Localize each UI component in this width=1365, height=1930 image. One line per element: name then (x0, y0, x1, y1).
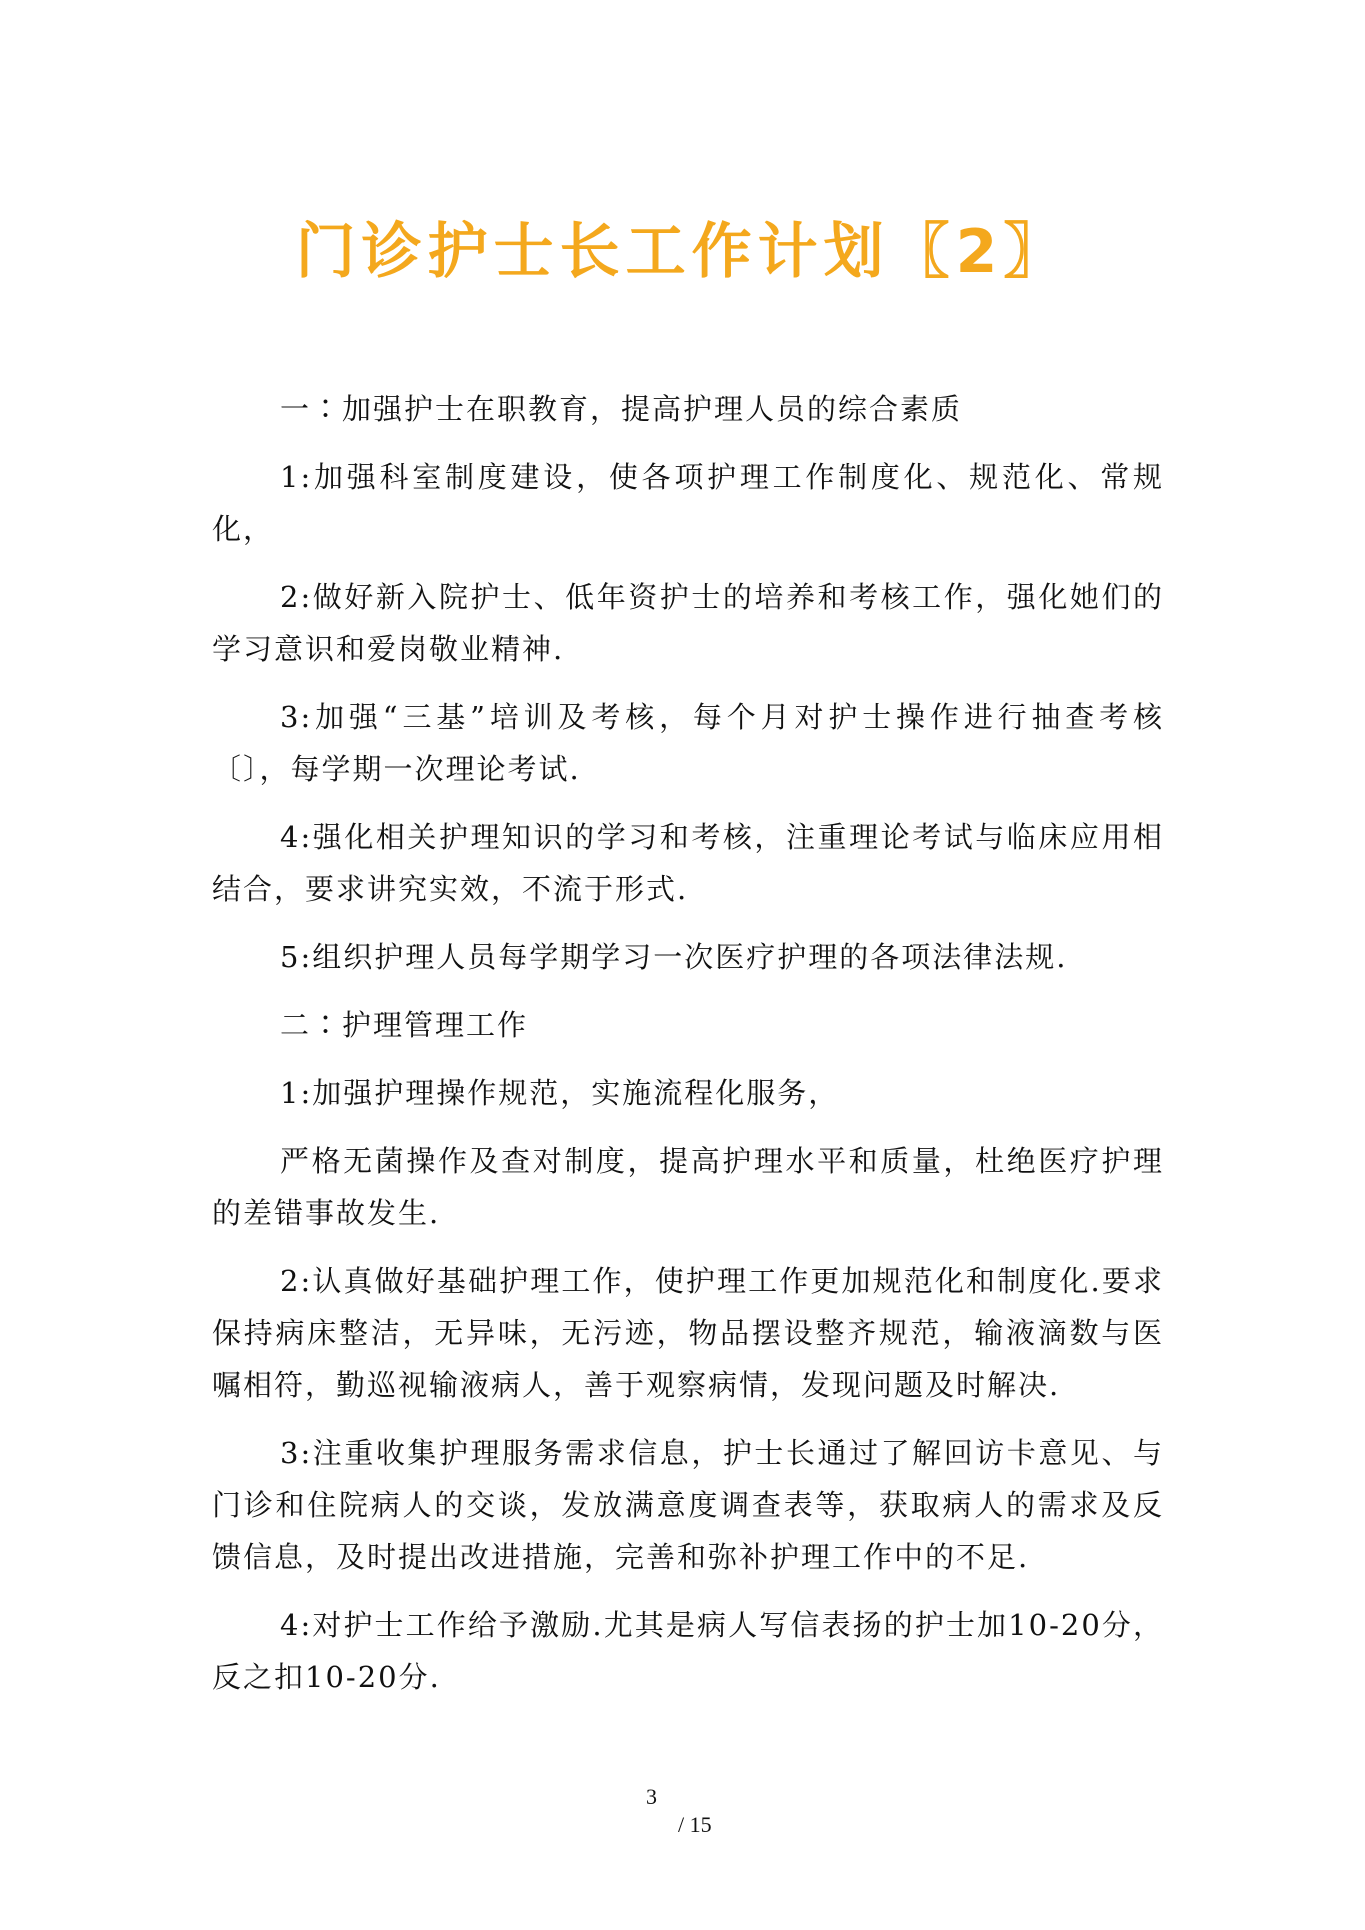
paragraph: 3:加强“三基”培训及考核，每个月对护士操作进行抽查考核〔〕，每学期一次理论考试. (212, 700, 1164, 786)
paragraph: 5:组织护理人员每学期学习一次医疗护理的各项法律法规. (280, 940, 1068, 974)
paragraph: 4:强化相关护理知识的学习和考核，注重理论考试与临床应用相结合，要求讲究实效，不流于形式. (212, 820, 1164, 906)
total-pages: / 15 (678, 1812, 712, 1837)
paragraph: 严格无菌操作及查对制度，提高护理水平和质量，杜绝医疗护理的差错事故发生. (212, 1144, 1164, 1230)
current-page-number: 3 (646, 1784, 657, 1809)
paragraph: 一∶加强护士在职教育，提高护理人员的综合素质 (280, 392, 963, 426)
paragraph: 1:加强护理操作规范，实施流程化服务， (280, 1076, 840, 1110)
paragraph: 1:加强科室制度建设，使各项护理工作制度化、规范化、常规化， (212, 460, 1164, 546)
document-body (212, 383, 1164, 1719)
paragraph: 二∶护理管理工作 (280, 1008, 529, 1042)
paragraph: 2:认真做好基础护理工作，使护理工作更加规范化和制度化.要求保持病床整洁，无异味，无污迹，物品摆设整齐规范，输液滴数与医嘱相符，勤巡视输液病人，善于观察病情，发现问题及时解决. (212, 1264, 1164, 1402)
paragraph: 4:对护士工作给予激励.尤其是病人写信表扬的护士加10-20分，反之扣10-20分. (212, 1608, 1164, 1694)
paragraph: 2:做好新入院护士、低年资护士的培养和考核工作，强化她们的学习意识和爱岗敬业精神. (212, 580, 1164, 666)
document-title: 门诊护士长工作计划〖2〗 (295, 217, 1070, 287)
paragraph: 3:注重收集护理服务需求信息，护士长通过了解回访卡意见、与门诊和住院病人的交谈，发放满意度调查表等，获取病人的需求及反馈信息，及时提出改进措施，完善和弥补护理工作中的不足. (212, 1436, 1164, 1574)
